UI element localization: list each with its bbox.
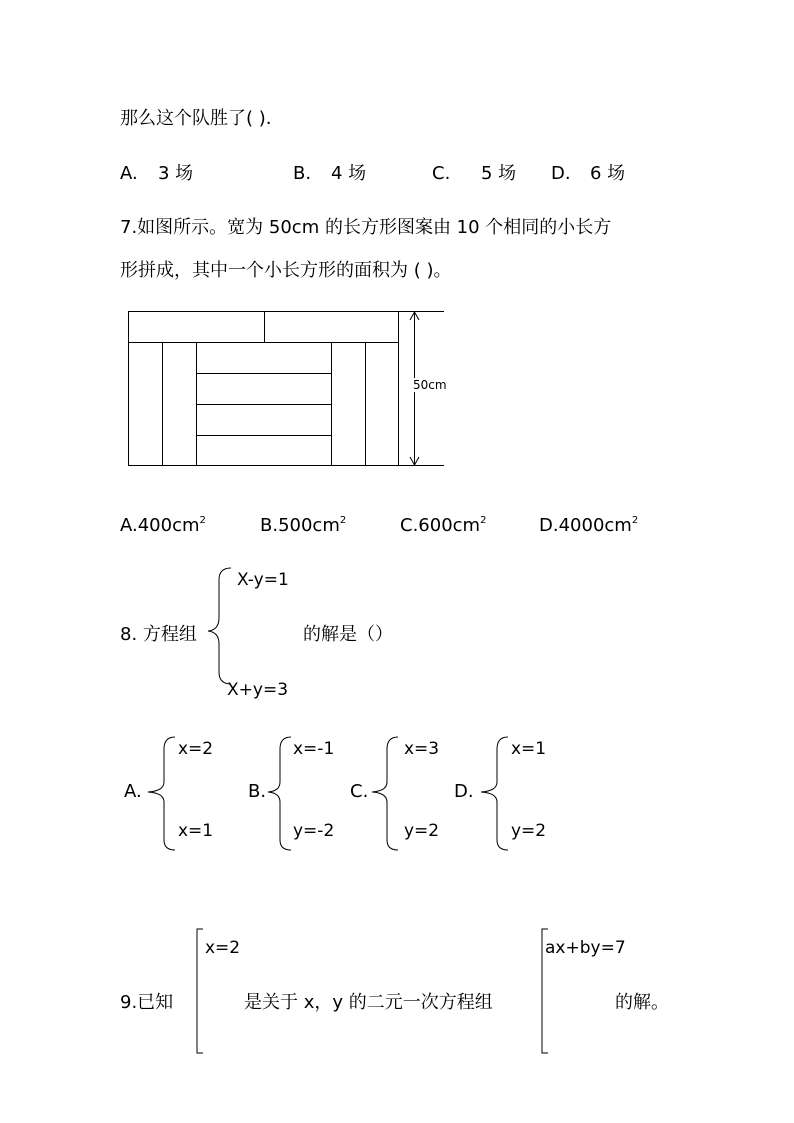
choice-b-label: B. <box>248 781 267 802</box>
q8-equation-2: X+y=3 <box>227 680 289 700</box>
choice-a-brace <box>148 737 175 850</box>
q6-option-d-value: 6 场 <box>590 163 626 184</box>
q9-middle: 是关于 x，y 的二元一次方程组 <box>244 992 493 1013</box>
q6-option-a-label: A. <box>120 163 138 184</box>
q7-option-a: $A.400cm^2$ <box>120 515 206 536</box>
q7-option-b: $B.500cm^2$ <box>260 515 347 536</box>
q8-prefix: 8. 方程组 <box>120 624 197 645</box>
q9-left-bracket <box>197 929 203 1053</box>
q7-text-line1: 7.如图所示。宽为 50cm 的长方形图案由 10 个相同的小长方 <box>120 217 612 238</box>
q6-option-b-value: 4 场 <box>331 163 367 184</box>
q9-suffix: 的解。 <box>615 992 669 1013</box>
choice-a-bottom: x=1 <box>178 821 214 841</box>
choice-d-bottom: y=2 <box>511 821 547 841</box>
choice-b-bottom: y=-2 <box>293 821 335 841</box>
q6-option-c-label: C. <box>432 163 451 184</box>
q8-brace <box>208 568 231 684</box>
choice-c-bottom: y=2 <box>404 821 440 841</box>
dimension-label: 50cm <box>413 378 447 392</box>
q7-option-d: $D.4000cm^2$ <box>539 515 639 536</box>
choice-c-label: C. <box>350 781 369 802</box>
choice-c-top: x=3 <box>404 739 440 759</box>
q9-solution-top: x=2 <box>205 938 241 958</box>
q6-text: 那么这个队胜了( ). <box>120 108 272 129</box>
choice-b-top: x=-1 <box>293 739 335 759</box>
choice-d-label: D. <box>454 781 474 802</box>
q8-suffix: 的解是（） <box>303 624 393 645</box>
q9-prefix: 9.已知 <box>120 992 174 1013</box>
choice-b-brace <box>268 737 291 850</box>
q7-text-line2: 形拼成，其中一个小长方形的面积为 ( )。 <box>120 260 452 281</box>
choice-c-brace <box>372 737 398 850</box>
q8-equation-1: X-y=1 <box>237 570 289 590</box>
choice-a-top: x=2 <box>178 739 214 759</box>
choice-d-top: x=1 <box>511 739 547 759</box>
q6-option-d-label: D. <box>551 163 571 184</box>
q9-system-top: ax+by=7 <box>545 938 626 958</box>
q6-option-b-label: B. <box>293 163 312 184</box>
choice-d-brace <box>481 737 508 850</box>
q6-option-a-value: 3 场 <box>158 163 194 184</box>
choice-a-label: A. <box>124 781 142 802</box>
q7-option-c: $C.600cm^2$ <box>400 515 487 536</box>
q6-option-c-value: 5 场 <box>481 163 517 184</box>
